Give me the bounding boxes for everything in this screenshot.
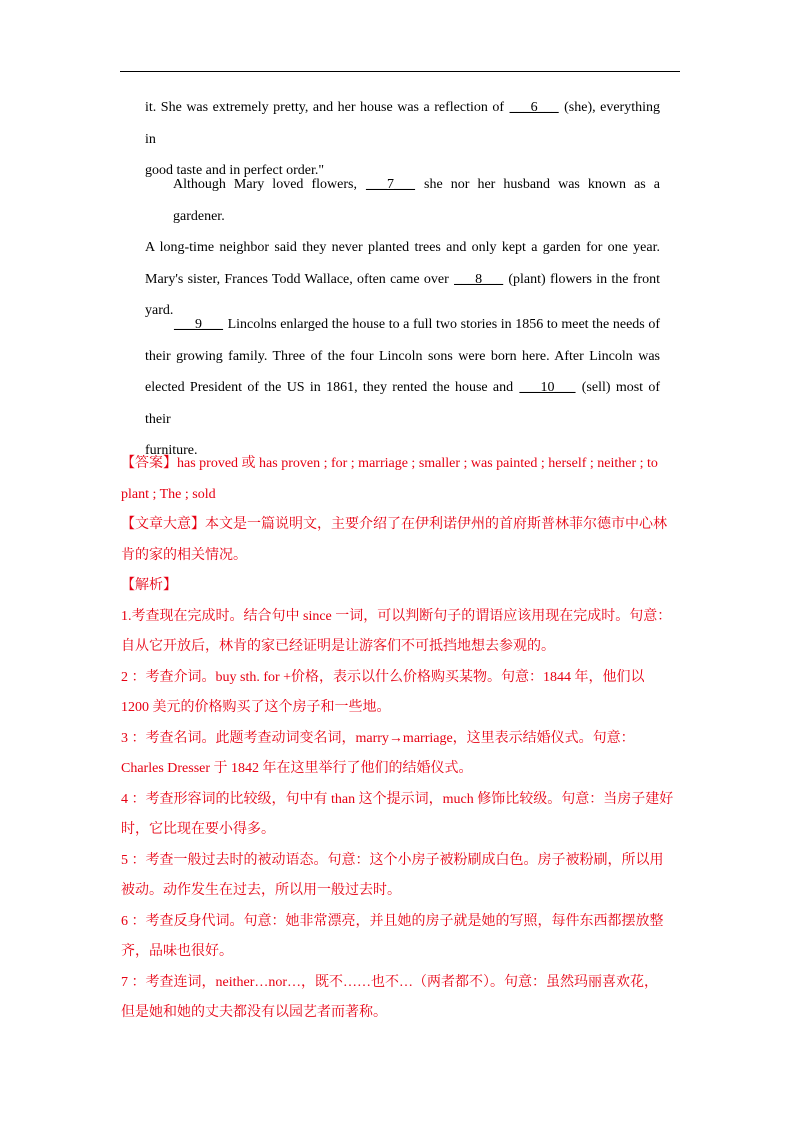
passage-paragraph-2 — [145, 169, 660, 327]
analysis-item-7: 7 ：考查连词，neither…nor…，既不……也不…（两者都不）。句意：虽然玛丽喜欢花， — [121, 974, 659, 990]
analysis-item-7-cont: 但是她和她的丈夫都没有以园艺者而著称。 — [121, 1005, 387, 1020]
passage-paragraph-3 — [145, 309, 660, 467]
analysis-item-1: 1.考查现在完成时。结合句中 since 一词，可以判断句子的谓语应该用现在完成时。句意： — [121, 608, 672, 624]
blank-10: ___10___ — [519, 380, 576, 395]
analysis-item-1-cont: 自从它开放后，林肯的家已经证明是让游客们不可抵挡地想去参观的。 — [121, 639, 555, 654]
passage-line — [145, 169, 660, 232]
header-rule — [120, 71, 680, 72]
passage-text: Lincolns enlarged the house to a full two stories in 1856 to meet the needs of — [224, 317, 660, 332]
passage-line: good taste and in perfect order." — [145, 163, 325, 178]
passage-line: their growing family. Three of the four Lincoln sons were born here. After Lincoln was — [145, 348, 660, 364]
passage-text: elected President of the US in 1861, they rented the house and — [145, 380, 519, 395]
passage-text: Mary's sister, Frances Todd Wallace, often came over — [145, 271, 454, 287]
analysis-item-5: 5 ：考查一般过去时的被动语态。句意：这个小房子被粉刷成白色。房子被粉刷，所以用 — [121, 852, 664, 868]
passage-line: A long-time neighbor said they never planted trees and only kept a garden for one year. — [145, 240, 660, 255]
analysis-item-2: 2 ：考查介词。buy sth. for +价格，表示以什么价格购买某物。句意：1844 年，他们以 — [121, 669, 645, 685]
analysis-item-3-cont: Charles Dresser 于 1842 年在这里举行了他们的结婚仪式。 — [121, 761, 473, 776]
answer-line: plant ; The ; sold — [121, 486, 216, 502]
summary-line: 肯的家的相关情况。 — [121, 547, 247, 563]
analysis-section — [121, 449, 681, 1029]
passage-text: (she), everything in — [145, 100, 660, 147]
passage-text: (sell) most of their — [145, 380, 661, 427]
analysis-item-6: 6 ：考查反身代词。句意：她非常漂亮，并且她的房子就是她的写照，每件东西都摆放整 — [121, 913, 664, 929]
analysis-item-4: 4 ：考查形容词的比较级，句中有 than 这个提示词，much 修饰比较级。句意：当房子建好 — [121, 791, 674, 807]
passage-line: yard. — [145, 303, 174, 318]
analysis-item-6-cont: 齐，品味也很好。 — [121, 944, 233, 959]
analysis-item-4-cont: 时，它比现在要小得多。 — [121, 822, 275, 837]
passage-text: it. She was extremely pretty, and her house was a reflection of — [145, 100, 509, 115]
passage-text: Although Mary loved flowers, — [173, 177, 365, 192]
analysis-item-2-cont: 1200 美元的价格购买了这个房子和一些地。 — [121, 700, 391, 715]
passage-line — [145, 92, 660, 155]
analysis-item-5-cont: 被动。动作发生在过去，所以用一般过去时。 — [121, 883, 401, 898]
blank-9: ___9___ — [174, 317, 223, 332]
passage-line — [145, 309, 660, 341]
summary-line: 【文章大意】本文是一篇说明文，主要介绍了在伊利诺伊州的首府斯普林菲尔德市中心林 — [121, 517, 667, 532]
passage-text: (plant) flowers in the front — [504, 271, 660, 287]
passage-line: furniture. — [145, 443, 198, 458]
blank-8: ___8___ — [454, 271, 504, 287]
passage-text: she nor her husband was known as a gardener. — [173, 177, 660, 224]
answer-line: 【答案】has proved 或 has proven ; for ; marriage ; smaller ; was painted ; herself ; neither ; to — [121, 456, 658, 471]
analysis-item-3: 3 ：考查名词。此题考查动词变名词，marry→marriage，这里表示结婚仪式。句意： — [121, 730, 635, 746]
blank-7: ___7___ — [366, 177, 415, 192]
passage-line — [145, 372, 660, 435]
analysis-header: 【解析】 — [121, 578, 177, 593]
blank-6: ___6___ — [509, 100, 559, 115]
passage-line — [145, 264, 660, 296]
